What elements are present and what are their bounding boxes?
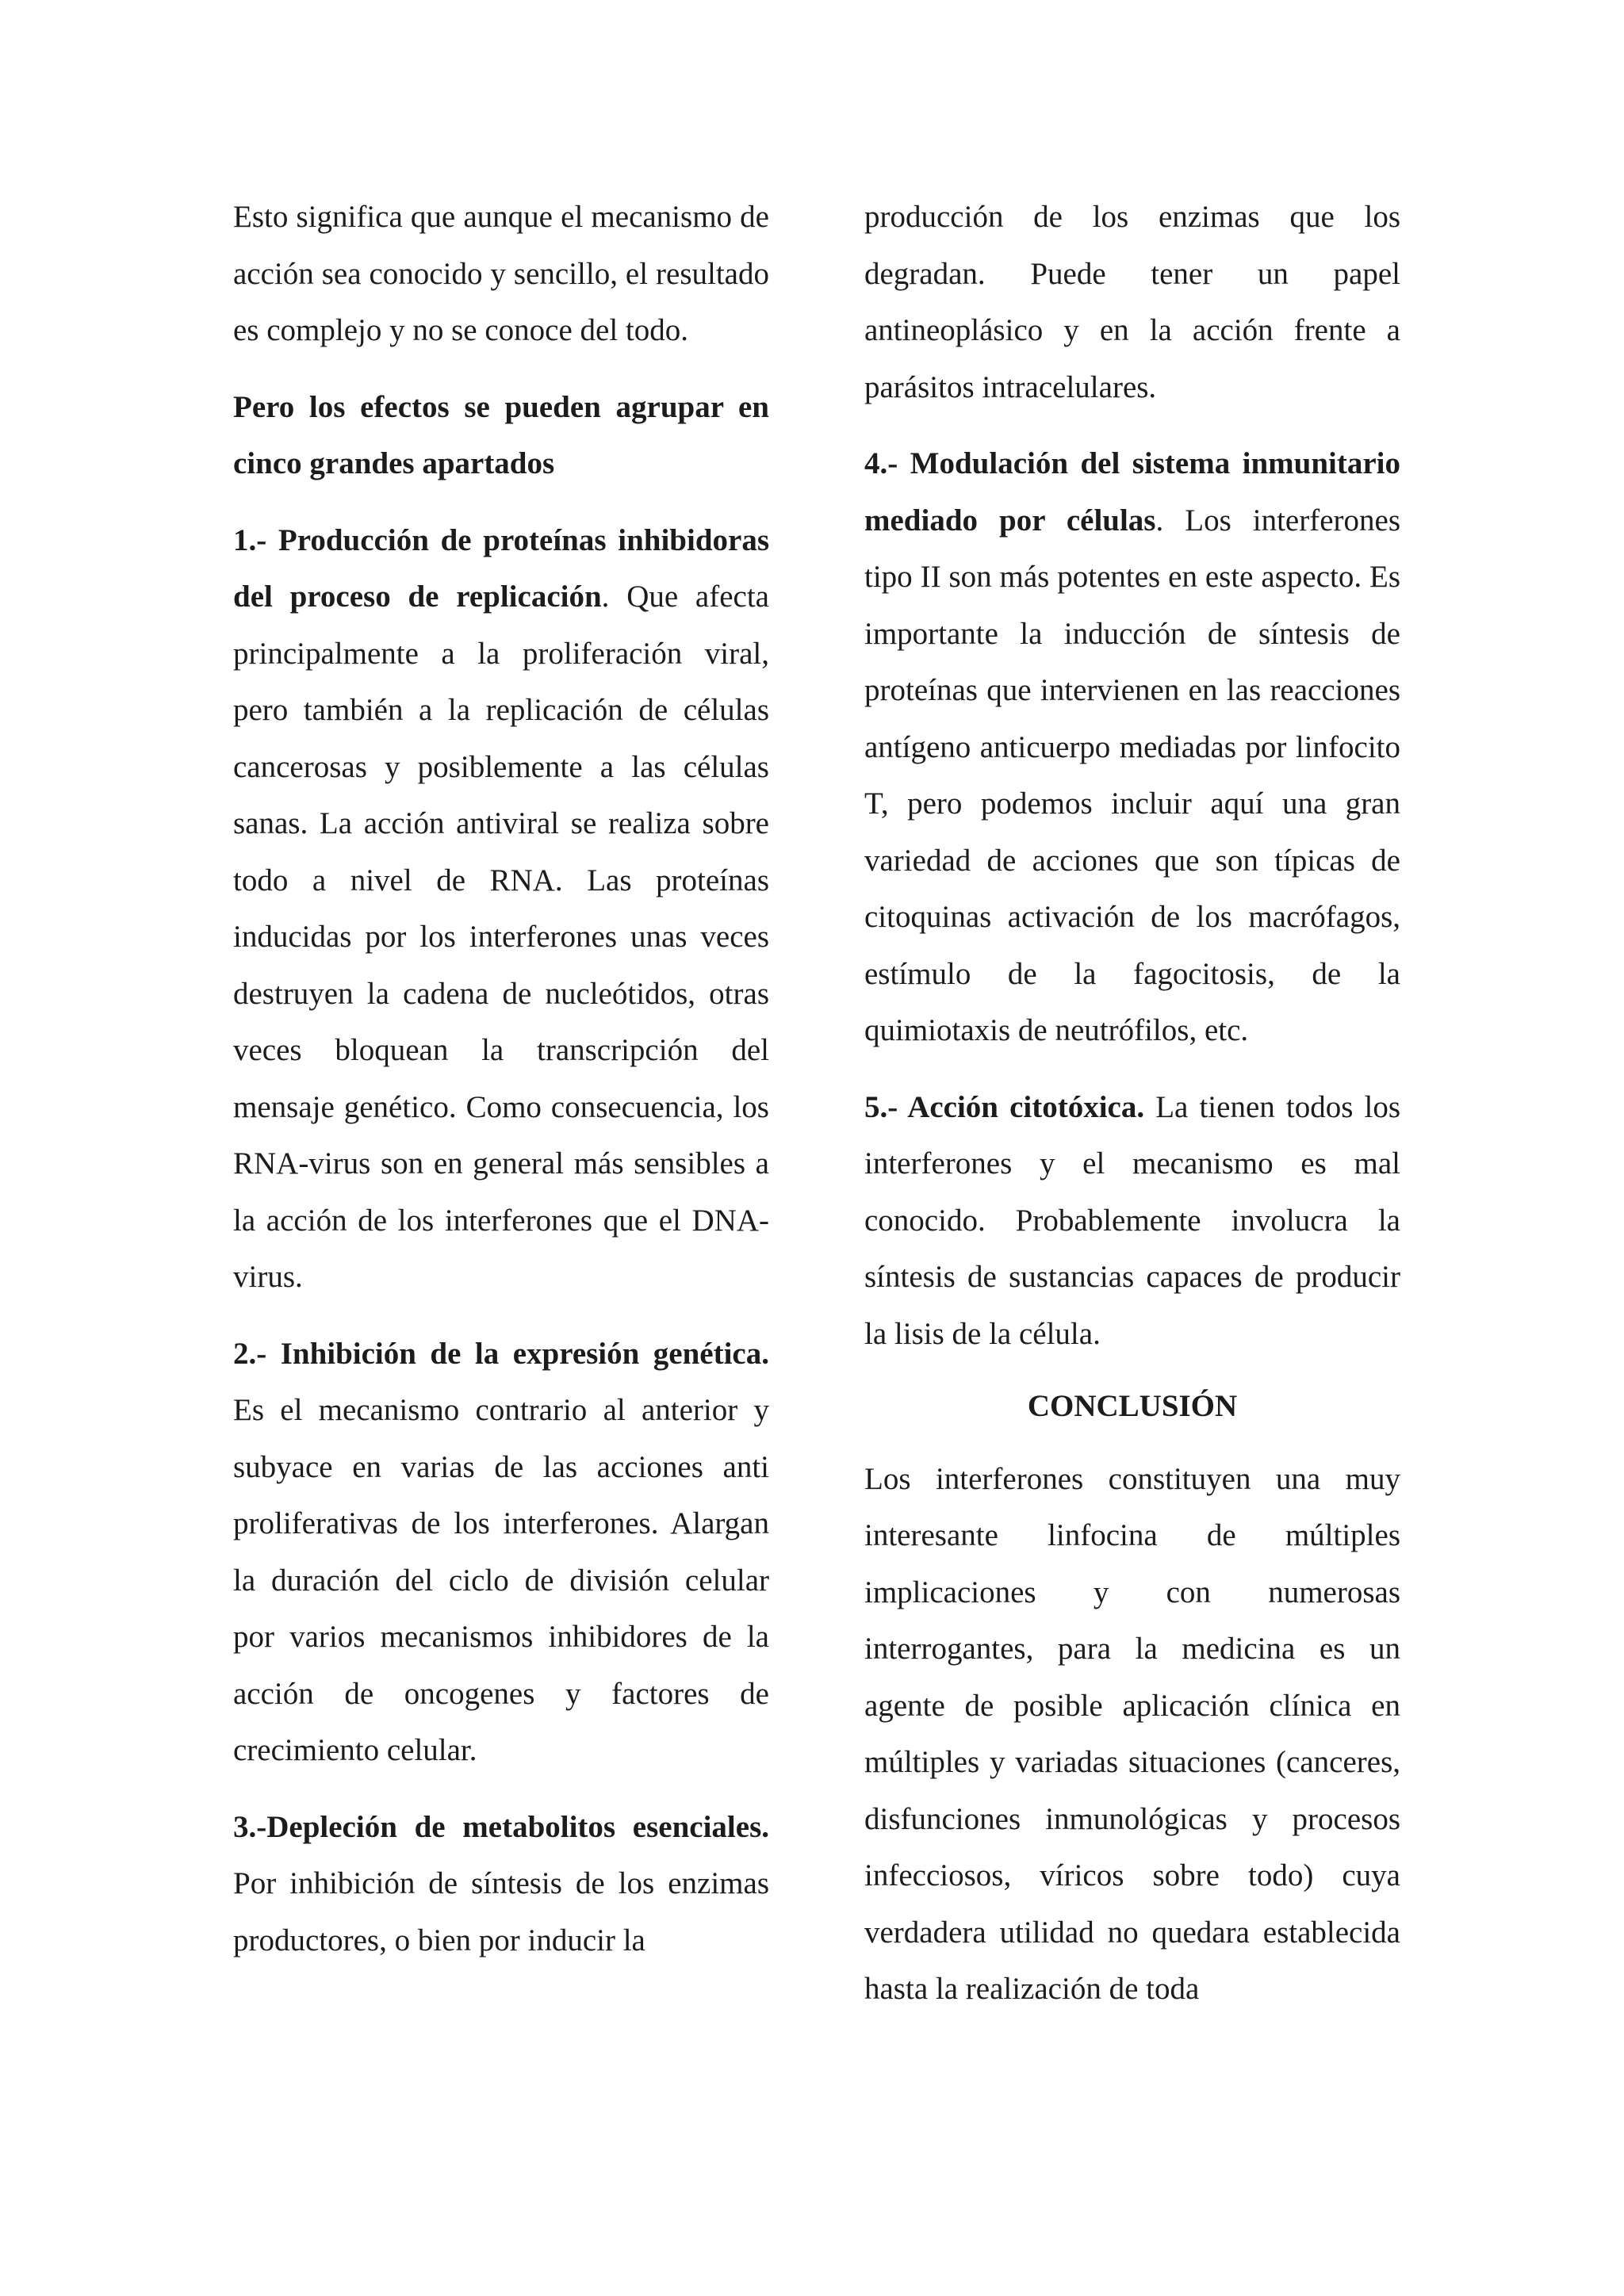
paragraph-effect-2 <box>233 1326 769 1779</box>
effect-5-body: La tienen todos los interferones y el mecanismo es mal conocido. Probablemente involucra la síntesis de sustancias capaces de producir la lisis de la célula. <box>864 1089 1400 1351</box>
effect-2-title: 2.- Inhibición de la expresión genética. <box>233 1336 769 1371</box>
effect-2-body: Es el mecanismo contrario al anterior y subyace en varias de las acciones anti proliferativas de los interferones. Alargan la duración del ciclo de división celular por varios mecanismos inhibidores de la acción de oncogenes y factores de crecimiento celular. <box>233 1393 769 1767</box>
paragraph-conclusion: Los interferones constituyen una muy interesante linfocina de múltiples implicaciones y con numerosas interrogantes, para la medicina es un agente de posible aplicación clínica en múltiples y variadas situaciones (canceres, disfunciones inmunológicas y procesos infecciosos, víricos sobre todo) cuya verdadera utilidad no quedara establecida hasta la realización de toda <box>864 1461 1400 2006</box>
effect-1-body: . Que afecta principalmente a la proliferación viral, pero también a la replicación de células cancerosas y posiblemente a las células sanas. La acción antiviral se realiza sobre todo a nivel de RNA. Las proteínas inducidas por los interferones unas veces destruyen la cadena de nucleótidos, otras veces bloquean la transcripción del mensaje genético. Como consecuencia, los RNA-virus son en general más sensibles a la acción de los interferones que el DNA-virus. <box>233 580 769 1294</box>
section-heading-conclusion: CONCLUSIÓN <box>1027 1389 1238 1423</box>
paragraph-effects-intro: Pero los efectos se pueden agrupar en cinco grandes apartados <box>233 389 769 480</box>
paragraph-effect-3-continued: producción de los enzimas que los degradan. Puede tener un papel antineoplásico y en la acción frente a parásitos intracelulares. <box>864 200 1400 404</box>
paragraph-effect-5 <box>864 1079 1400 1363</box>
effect-1-title: 1.- Producción de proteínas inhibidoras del proceso de replicación <box>233 522 769 614</box>
effect-4-body: . Los interferones tipo II son más potentes en este aspecto. Es importante la inducción de síntesis de proteínas que intervienen en las reacciones antígeno anticuerpo mediadas por linfocito T, pero podemos incluir aquí una gran variedad de acciones que son típicas de citoquinas activación de los macrófagos, estímulo de la fagocitosis, de la quimiotaxis de neutrófilos, etc. <box>864 503 1400 1047</box>
effect-3-body: Por inhibición de síntesis de los enzimas productores, o bien por inducir la <box>233 1866 769 1957</box>
left-column <box>233 189 769 1969</box>
effect-4-title: 4.- Modulación del sistema inmunitario mediado por células <box>864 446 1400 538</box>
paragraph-effect-3 <box>233 1799 769 1969</box>
paragraph-effect-1 <box>233 512 769 1306</box>
paragraph-effect-4 <box>864 435 1400 1059</box>
effect-5-title: 5.- Acción citotóxica. <box>864 1089 1145 1124</box>
effect-3-title: 3.-Depleción de metabolitos esenciales. <box>233 1809 769 1844</box>
right-column <box>864 189 1400 2018</box>
paragraph-intro: Esto significa que aunque el mecanismo de acción sea conocido y sencillo, el resultado es complejo y no se conoce del todo. <box>233 200 769 347</box>
